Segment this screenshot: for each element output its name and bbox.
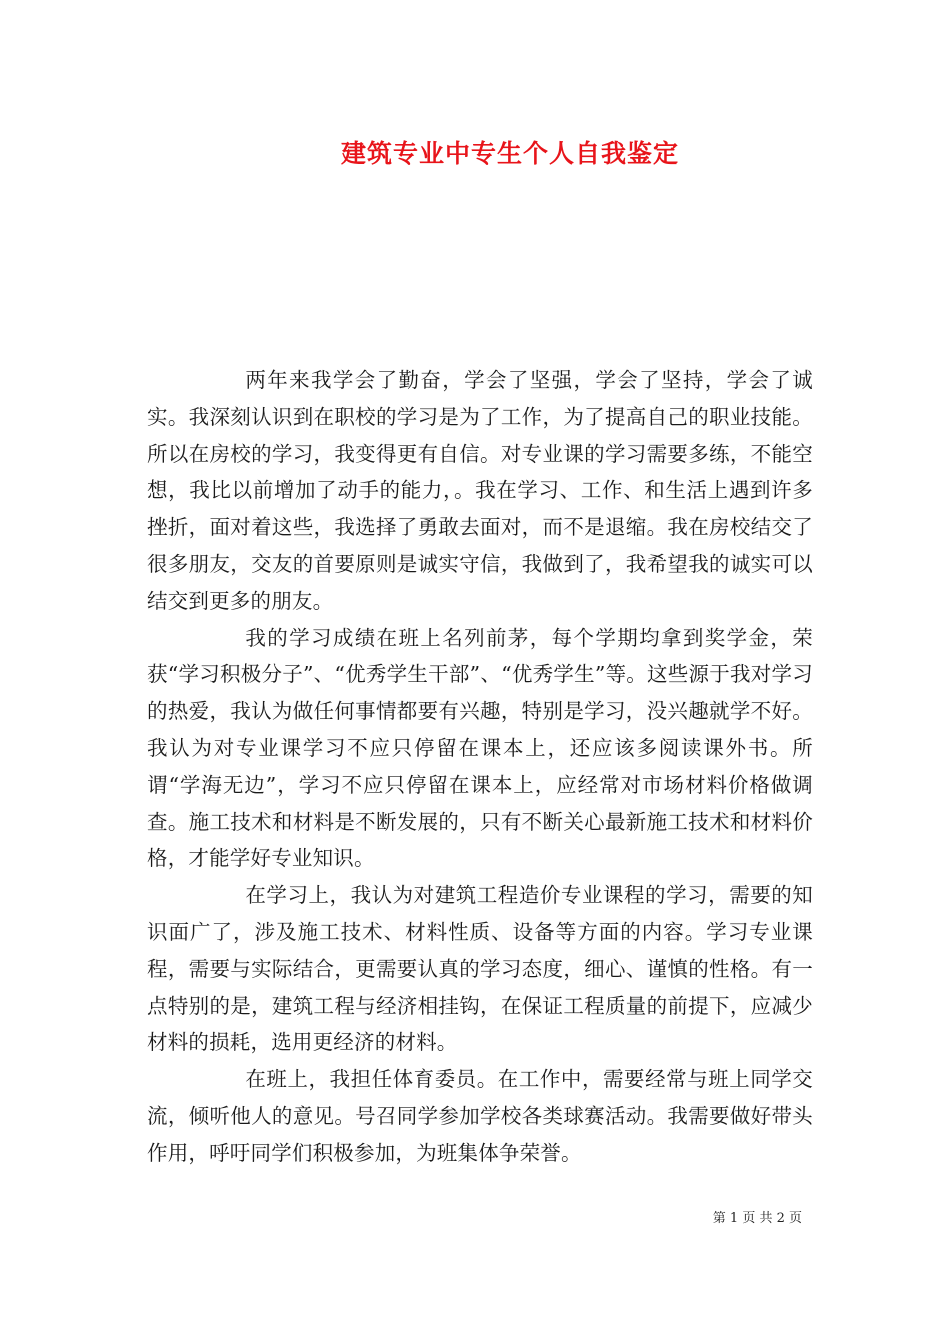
document-title: 建筑专业中专生个人自我鉴定 (340, 139, 679, 168)
document-body (147, 362, 813, 1172)
paragraph-2: 我的学习成绩在班上名列前茅，每个学期均拿到奖学金，荣获“学习积极分子”、“优秀学生干部”、“优秀学生”等。这些源于我对学习的热爱，我认为做任何事情都要有兴趣，特别是学习，没兴趣就学不好。我认为对专业课学习不应只停留在课本上，还应该多阅读课外书。所谓“学海无边”，学习不应只停留在课本上，应经常对市场材料价格做调查。施工技术和材料是不断发展的，只有不断关心最新施工技术和材料价格，才能学好专业知识。 (147, 625, 813, 871)
paragraph-3: 在学习上，我认为对建筑工程造价专业课程的学习，需要的知识面广了，涉及施工技术、材料性质、设备等方面的内容。学习专业课程，需要与实际结合，更需要认真的学习态度，细心、谨慎的性格。有一点特别的是，建筑工程与经济相挂钩，在保证工程质量的前提下，应减少材料的损耗，选用更经济的材料。 (147, 883, 813, 1055)
paragraph-4: 在班上，我担任体育委员。在工作中，需要经常与班上同学交流，倾听他人的意见。号召同学参加学校各类球赛活动。我需要做好带头作用，呼吁同学们积极参加，为班集体争荣誉。 (147, 1067, 813, 1165)
paragraph-1: 两年来我学会了勤奋，学会了坚强，学会了坚持，学会了诚实。我深刻认识到在职校的学习是为了工作，为了提高自己的职业技能。所以在房校的学习，我变得更有自信。对专业课的学习需要多练，不能空想，我比以前增加了动手的能力，。我在学习、工作、和生活上遇到许多挫折，面对着这些，我选择了勇敢去面对，而不是退缩。我在房校结交了很多朋友，交友的首要原则是诚实守信，我做到了，我希望我的诚实可以结交到更多的朋友。 (147, 368, 813, 613)
page-number-footer: 第 1 页 共 2 页 (712, 1211, 802, 1226)
